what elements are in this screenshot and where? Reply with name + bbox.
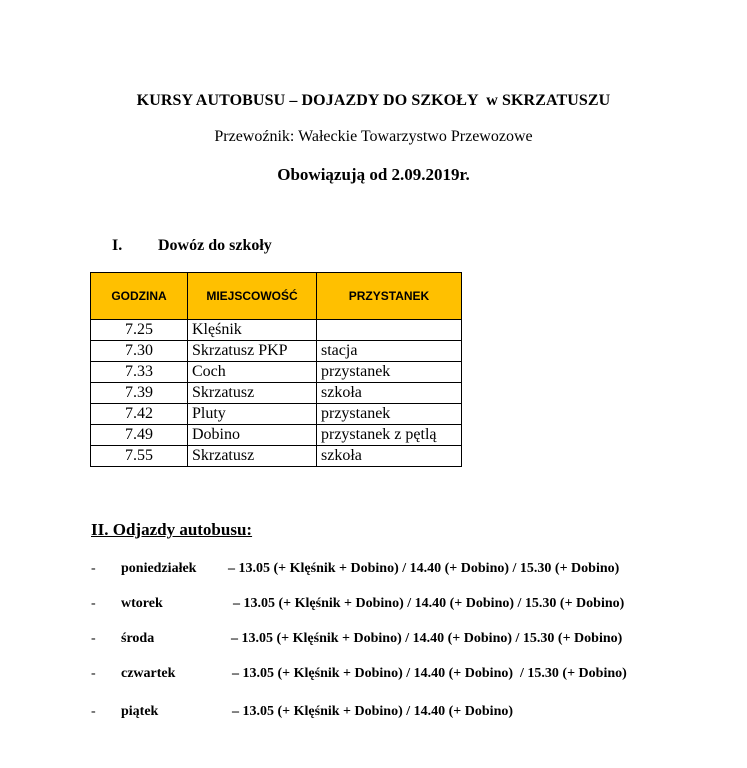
departure-times: – 13.05 (+ Klęśnik + Dobino) / 14.40 (+ Dobino) [232,704,514,719]
cell-time: 7.55 [91,446,188,467]
list-dash: - [91,596,96,611]
document-title: KURSY AUTOBUSU – DOJAZDY DO SZKOŁY w SKRZATUSZU [136,92,611,109]
cell-time: 7.39 [91,383,188,404]
cell-place: Coch [188,362,317,383]
section-1-number: I. [112,237,123,254]
table-row [91,404,462,425]
day-label: czwartek [121,666,176,681]
cell-stop: przystanek z pętlą [317,425,462,446]
cell-stop: przystanek [317,404,462,425]
departure-row-friday [91,704,731,724]
cell-place: Dobino [188,425,317,446]
departure-row-wednesday [91,631,731,651]
cell-stop: szkoła [317,446,462,467]
cell-time: 7.49 [91,425,188,446]
cell-stop: szkoła [317,383,462,404]
section-2-heading: II. Odjazdy autobusu: [91,520,253,539]
table-row [91,425,462,446]
table-row [91,320,462,341]
departure-row-monday [91,561,731,581]
departure-row-thursday [91,666,731,686]
valid-from-line: Obowiązują od 2.09.2019r. [277,165,470,184]
cell-stop: stacja [317,341,462,362]
cell-time: 7.30 [91,341,188,362]
cell-stop [317,320,462,341]
departure-times: – 13.05 (+ Klęśnik + Dobino) / 14.40 (+ Dobino) / 15.30 (+ Dobino) [228,561,620,576]
table-row [91,341,462,362]
cell-time: 7.33 [91,362,188,383]
header-godzina: GODZINA [91,273,188,320]
cell-time: 7.42 [91,404,188,425]
list-dash: - [91,561,96,576]
cell-place: Skrzatusz PKP [188,341,317,362]
header-miejscowosc: MIEJSCOWOŚĆ [188,273,317,320]
list-dash: - [91,631,96,646]
table-row [91,362,462,383]
departure-times: – 13.05 (+ Klęśnik + Dobino) / 14.40 (+ Dobino) / 15.30 (+ Dobino) [232,666,627,681]
departure-times: – 13.05 (+ Klęśnik + Dobino) / 14.40 (+ Dobino) / 15.30 (+ Dobino) [233,596,625,611]
table-row [91,383,462,404]
carrier-line: Przewoźnik: Wałeckie Towarzystwo Przewozowe [214,128,533,145]
day-label: wtorek [121,596,163,611]
list-dash: - [91,666,96,681]
cell-stop: przystanek [317,362,462,383]
cell-time: 7.25 [91,320,188,341]
section-1-title: Dowóz do szkoły [158,237,272,254]
table-header-row [91,273,462,320]
day-label: piątek [121,704,159,719]
cell-place: Skrzatusz [188,446,317,467]
schedule-table [90,272,462,467]
departure-row-tuesday [91,596,731,616]
day-label: środa [121,631,155,646]
cell-place: Pluty [188,404,317,425]
day-label: poniedziałek [121,561,197,576]
list-dash: - [91,704,96,719]
table-row [91,446,462,467]
cell-place: Skrzatusz [188,383,317,404]
cell-place: Klęśnik [188,320,317,341]
header-przystanek: PRZYSTANEK [317,273,462,320]
section-1-heading [112,237,272,255]
departure-times: – 13.05 (+ Klęśnik + Dobino) / 14.40 (+ Dobino) / 15.30 (+ Dobino) [231,631,623,646]
